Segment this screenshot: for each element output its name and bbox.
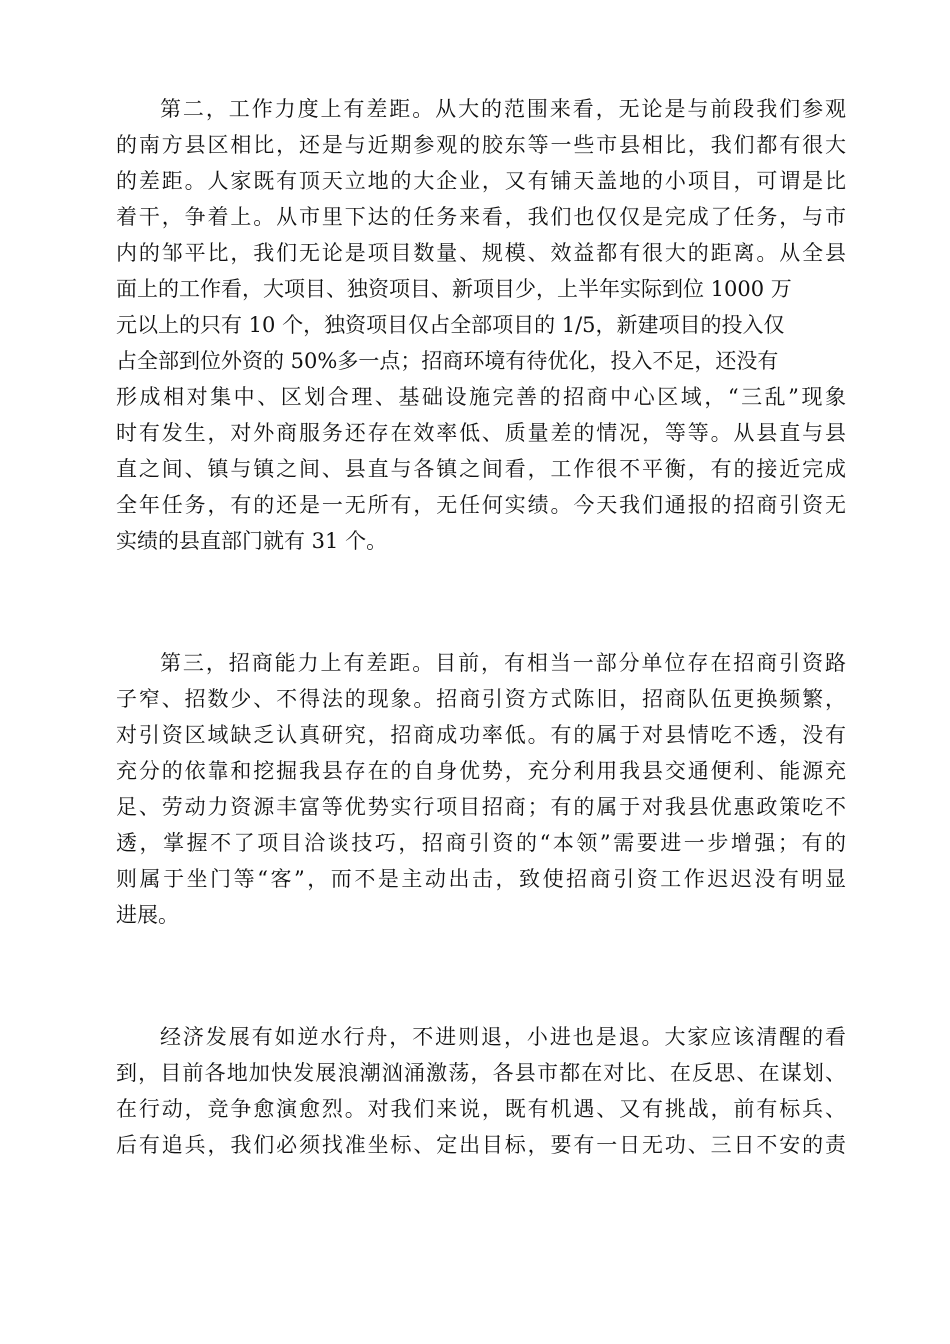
text-line: 的差距。人家既有顶天立地的大企业，又有铺天盖地的小项目，可谓是比 bbox=[116, 169, 846, 193]
text-line: 第二，工作力度上有差距。从大的范围来看，无论是与前段我们参观 bbox=[160, 97, 846, 121]
text-line: 到，目前各地加快发展浪潮汹涌激荡，各县市都在对比、在反思、在谋划、 bbox=[116, 1061, 846, 1085]
text-line: 后有追兵，我们必须找准坐标、定出目标，要有一日无功、三日不安的责 bbox=[116, 1133, 846, 1157]
paragraph-work-intensity-gap bbox=[116, 91, 846, 559]
text-line: 直之间、镇与镇之间、县直与各镇之间看，工作很不平衡，有的接近完成 bbox=[116, 457, 846, 481]
text-line: 着干，争着上。从市里下达的任务来看，我们也仅仅是完成了任务，与市 bbox=[116, 205, 846, 229]
text-line: 充分的依靠和挖掘我县存在的自身优势，充分利用我县交通便利、能源充 bbox=[116, 759, 846, 783]
text-line: 面上的工作看，大项目、独资项目、新项目少，上半年实际到位 1000 万 bbox=[116, 277, 792, 301]
text-line: 透，掌握不了项目洽谈技巧，招商引资的“本领”需要进一步增强；有的 bbox=[116, 831, 846, 855]
text-line: 形成相对集中、区划合理、基础设施完善的招商中心区域，“三乱”现象 bbox=[116, 385, 846, 409]
text-line: 占全部到位外资的 50%多一点；招商环境有待优化，投入不足，还没有 bbox=[116, 349, 779, 373]
text-line: 的南方县区相比，还是与近期参观的胶东等一些市县相比，我们都有很大 bbox=[116, 133, 846, 157]
paragraph-recruitment-ability-gap bbox=[116, 645, 846, 933]
text-line: 元以上的只有 10 个，独资项目仅占全部项目的 1/5，新建项目的投入仅 bbox=[116, 313, 785, 337]
paragraph-economic-development bbox=[116, 1019, 846, 1163]
text-line: 内的邹平比，我们无论是项目数量、规模、效益都有很大的距离。从全县 bbox=[116, 241, 846, 265]
text-line: 经济发展有如逆水行舟，不进则退，小进也是退。大家应该清醒的看 bbox=[160, 1025, 846, 1049]
text-line: 在行动，竞争愈演愈烈。对我们来说，既有机遇、又有挑战，前有标兵、 bbox=[116, 1097, 846, 1121]
text-line: 实绩的县直部门就有 31 个。 bbox=[116, 529, 388, 553]
text-line: 对引资区域缺乏认真研究，招商成功率低。有的属于对县情吃不透，没有 bbox=[116, 723, 846, 747]
text-line: 第三，招商能力上有差距。目前，有相当一部分单位存在招商引资路 bbox=[160, 651, 846, 675]
text-line: 子窄、招数少、不得法的现象。招商引资方式陈旧，招商队伍更换频繁， bbox=[116, 687, 846, 711]
text-line: 时有发生，对外商服务还存在效率低、质量差的情况，等等。从县直与县 bbox=[116, 421, 846, 445]
text-line: 则属于坐门等“客”，而不是主动出击，致使招商引资工作迟迟没有明显 bbox=[116, 867, 846, 891]
text-line: 全年任务，有的还是一无所有，无任何实绩。今天我们通报的招商引资无 bbox=[116, 493, 846, 517]
text-line: 进展。 bbox=[116, 903, 179, 927]
text-line: 足、劳动力资源丰富等优势实行项目招商；有的属于对我县优惠政策吃不 bbox=[116, 795, 846, 819]
